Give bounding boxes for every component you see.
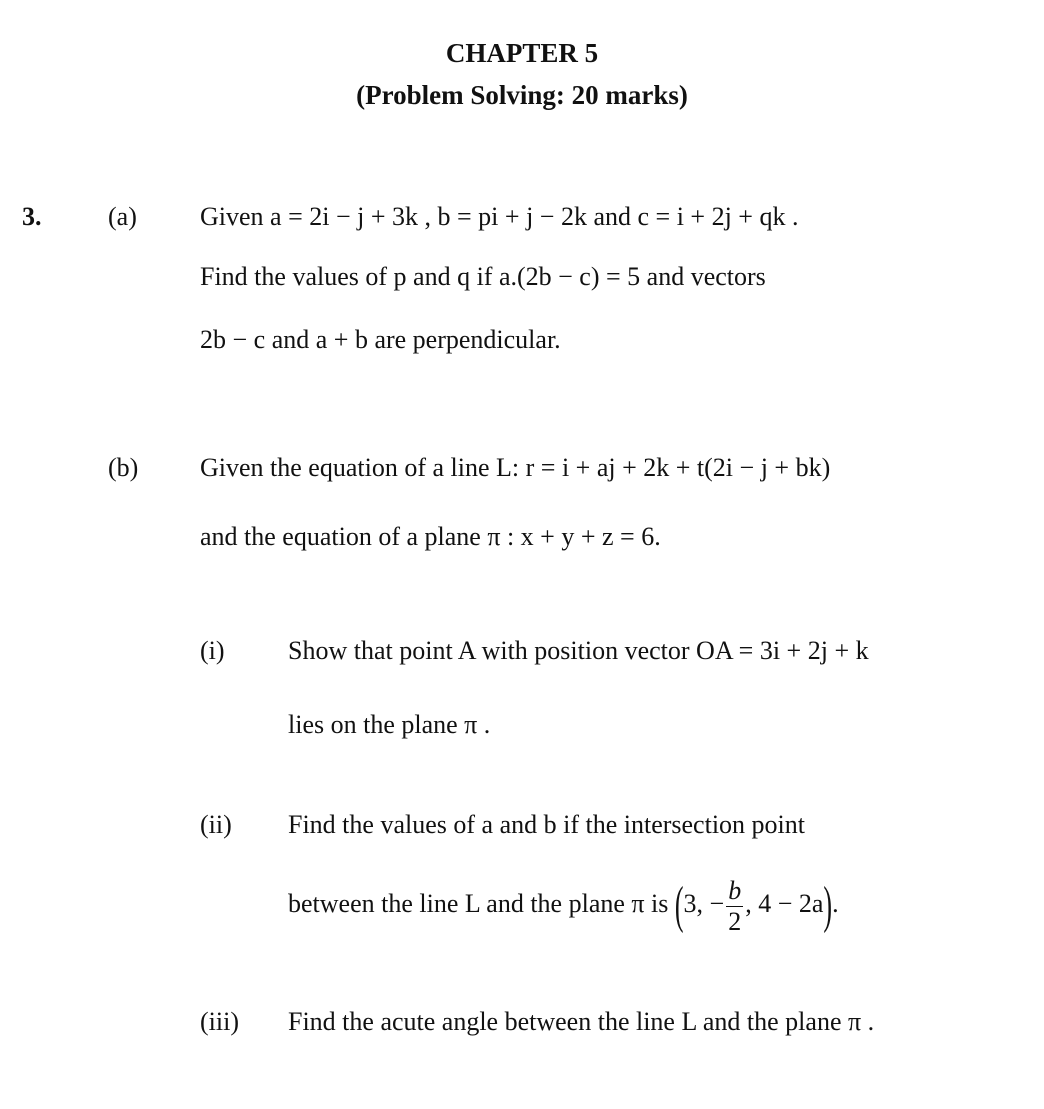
- question-number: 3.: [22, 202, 42, 231]
- chapter-subtitle: (Problem Solving: 20 marks): [356, 80, 688, 110]
- sub-iii-label: (iii): [200, 1007, 239, 1036]
- fraction-b-over-2: [726, 875, 743, 936]
- sub-ii-line-2: [288, 874, 839, 936]
- point-before: 3, −: [683, 889, 725, 918]
- part-b-label: (b): [108, 453, 139, 482]
- part-a-line-2: Find the values of p and q if a.(2b − c) = 5 and vectors: [200, 262, 766, 291]
- sub-iii-line-1: Find the acute angle between the line L and the plane π .: [288, 1007, 875, 1036]
- part-b-line-1: Given the equation of a line L: r = i + aj + 2k + t(2i − j + bk): [200, 453, 831, 482]
- sub-ii-line-1: Find the values of a and b if the intersection point: [288, 810, 805, 839]
- left-paren: (: [674, 876, 684, 935]
- sub-i-line-1: Show that point A with position vector OA = 3i + 2j + k: [288, 636, 869, 665]
- chapter-title: CHAPTER 5: [445, 38, 599, 68]
- right-paren: ): [823, 876, 833, 935]
- part-a-line-1: Given a = 2i − j + 3k , b = pi + j − 2k and c = i + 2j + qk .: [200, 202, 799, 231]
- sub-ii-label: (ii): [200, 810, 232, 839]
- fraction-numerator: b: [728, 875, 742, 905]
- fraction-denominator: 2: [728, 906, 742, 936]
- sub-ii-line-2-text: between the line L and the plane π is: [288, 889, 669, 918]
- point-after: , 4 − 2a: [745, 889, 824, 918]
- part-a-line-3: 2b − c and a + b are perpendicular.: [200, 325, 561, 354]
- part-a-label: (a): [108, 202, 137, 231]
- trailing-period: .: [832, 889, 839, 918]
- part-b-line-2: and the equation of a plane π : x + y + z = 6.: [200, 522, 661, 551]
- sub-i-label: (i): [200, 636, 225, 665]
- sub-i-line-2: lies on the plane π .: [288, 710, 491, 739]
